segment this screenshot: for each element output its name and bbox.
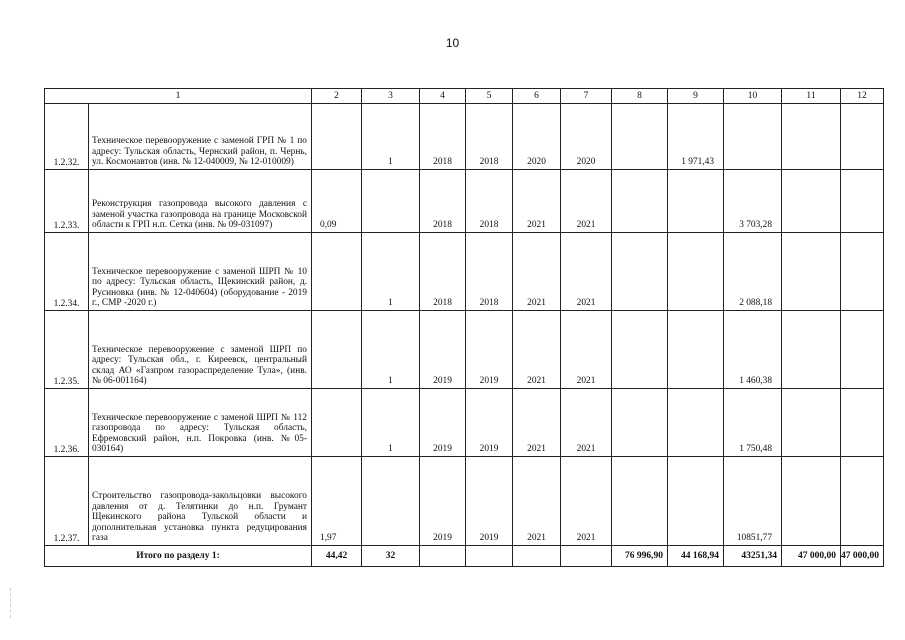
cell-value-11 bbox=[782, 311, 841, 389]
cell-value-12 bbox=[841, 170, 884, 233]
total-value-8: 76 996,90 bbox=[612, 546, 668, 567]
cell-value-9 bbox=[668, 233, 724, 311]
cell-year-end: 2021 bbox=[561, 389, 612, 457]
row-description: Строительство газопровода-закольцовки высокого давления от д. Телятинки до н.п. Грумант Щекинского района Тульской области и дополнительная установка пункта редуцирования газа bbox=[89, 457, 312, 546]
cell-year-end: 2021 bbox=[561, 170, 612, 233]
row-description: Реконструкция газопровода высокого давления с заменой участка газопровода на границе Московской области к ГРП н.п. Сетка (инв. № 09-031097) bbox=[89, 170, 312, 233]
column-header: 7 bbox=[561, 89, 612, 104]
cell-value-8 bbox=[612, 104, 668, 170]
cell-count: 1 bbox=[362, 311, 420, 389]
page-number: 10 bbox=[445, 36, 460, 50]
cell-year-build: 2021 bbox=[513, 233, 561, 311]
cell-value-11 bbox=[782, 170, 841, 233]
row-description: Техническое перевооружение с заменой ШРП по адресу: Тульская обл., г. Киреевск, центральный склад АО «Газпром газораспределение Тула», (инв. № 06-001164) bbox=[89, 311, 312, 389]
cell-value-10: 3 703,28 bbox=[724, 170, 782, 233]
cell-value-8 bbox=[612, 457, 668, 546]
cell-length: 0,09 bbox=[312, 170, 362, 233]
cell-year-end: 2021 bbox=[561, 311, 612, 389]
cell-year-start: 2019 bbox=[420, 389, 466, 457]
cell-count bbox=[362, 170, 420, 233]
cell-year-end: 2021 bbox=[561, 233, 612, 311]
cell-year-start: 2019 bbox=[420, 457, 466, 546]
cell-length bbox=[312, 233, 362, 311]
column-header: 3 bbox=[362, 89, 420, 104]
cell-length bbox=[312, 311, 362, 389]
total-value-12: 47 000,00 bbox=[841, 546, 884, 567]
cell-length bbox=[312, 104, 362, 170]
cell-year-build: 2021 bbox=[513, 170, 561, 233]
total-cell-5 bbox=[466, 546, 513, 567]
cell-year-build: 2021 bbox=[513, 457, 561, 546]
cell-value-9 bbox=[668, 170, 724, 233]
column-header: 4 bbox=[420, 89, 466, 104]
column-header: 6 bbox=[513, 89, 561, 104]
cell-year-build: 2021 bbox=[513, 389, 561, 457]
column-header: 9 bbox=[668, 89, 724, 104]
row-number: 1.2.33. bbox=[45, 170, 89, 233]
cell-length bbox=[312, 389, 362, 457]
cell-value-10: 10851,77 bbox=[724, 457, 782, 546]
total-row bbox=[45, 546, 884, 567]
column-header: 11 bbox=[782, 89, 841, 104]
cell-year-design: 2019 bbox=[466, 457, 513, 546]
row-description: Техническое перевооружение с заменой ГРП № 1 по адресу: Тульская область, Чернский район, п. Чернь, ул. Космонавтов (инв. № 12-040009, № 12-010009) bbox=[89, 104, 312, 170]
cell-value-12 bbox=[841, 389, 884, 457]
row-number: 1.2.32. bbox=[45, 104, 89, 170]
cell-value-10: 2 088,18 bbox=[724, 233, 782, 311]
cell-year-start: 2018 bbox=[420, 233, 466, 311]
cell-count: 1 bbox=[362, 233, 420, 311]
cell-value-10: 1 750,48 bbox=[724, 389, 782, 457]
cell-year-design: 2018 bbox=[466, 170, 513, 233]
column-number-row bbox=[45, 89, 884, 104]
table-row bbox=[45, 311, 884, 389]
cell-value-10: 1 460,38 bbox=[724, 311, 782, 389]
investment-table bbox=[44, 88, 884, 567]
row-number: 1.2.34. bbox=[45, 233, 89, 311]
row-description: Техническое перевооружение с заменой ШРП № 112 газопровода по адресу: Тульская область, Ефремовский район, н.п. Покровка (инв. №05-030164) bbox=[89, 389, 312, 457]
cell-value-12 bbox=[841, 233, 884, 311]
total-length: 44,42 bbox=[312, 546, 362, 567]
table-row bbox=[45, 457, 884, 546]
cell-value-9 bbox=[668, 311, 724, 389]
cell-value-10 bbox=[724, 104, 782, 170]
cell-year-design: 2018 bbox=[466, 233, 513, 311]
cell-count: 1 bbox=[362, 104, 420, 170]
column-header: 10 bbox=[724, 89, 782, 104]
cell-year-end: 2021 bbox=[561, 457, 612, 546]
total-value-11: 47 000,00 bbox=[782, 546, 841, 567]
column-header: 1 bbox=[45, 89, 312, 104]
cell-year-design: 2019 bbox=[466, 389, 513, 457]
cell-value-12 bbox=[841, 457, 884, 546]
cell-year-build: 2020 bbox=[513, 104, 561, 170]
total-cell-4 bbox=[420, 546, 466, 567]
cell-value-12 bbox=[841, 104, 884, 170]
row-number: 1.2.35. bbox=[45, 311, 89, 389]
cell-value-11 bbox=[782, 104, 841, 170]
margin-mark bbox=[10, 588, 13, 618]
total-cell-7 bbox=[561, 546, 612, 567]
cell-value-8 bbox=[612, 311, 668, 389]
table-row bbox=[45, 104, 884, 170]
table-row bbox=[45, 233, 884, 311]
total-label: Итого по разделу 1: bbox=[45, 546, 312, 567]
column-header: 2 bbox=[312, 89, 362, 104]
cell-year-design: 2018 bbox=[466, 104, 513, 170]
total-value-10: 43251,34 bbox=[724, 546, 782, 567]
cell-value-9 bbox=[668, 457, 724, 546]
column-header: 12 bbox=[841, 89, 884, 104]
table-row bbox=[45, 389, 884, 457]
cell-count: 1 bbox=[362, 389, 420, 457]
cell-value-8 bbox=[612, 233, 668, 311]
row-number: 1.2.36. bbox=[45, 389, 89, 457]
cell-value-9 bbox=[668, 389, 724, 457]
cell-value-11 bbox=[782, 457, 841, 546]
cell-length: 1,97 bbox=[312, 457, 362, 546]
cell-value-12 bbox=[841, 311, 884, 389]
cell-year-build: 2021 bbox=[513, 311, 561, 389]
table-row bbox=[45, 170, 884, 233]
cell-value-11 bbox=[782, 233, 841, 311]
cell-value-9: 1 971,43 bbox=[668, 104, 724, 170]
cell-value-8 bbox=[612, 170, 668, 233]
cell-year-start: 2018 bbox=[420, 170, 466, 233]
cell-year-design: 2019 bbox=[466, 311, 513, 389]
cell-value-11 bbox=[782, 389, 841, 457]
cell-year-start: 2018 bbox=[420, 104, 466, 170]
cell-year-end: 2020 bbox=[561, 104, 612, 170]
row-number: 1.2.37. bbox=[45, 457, 89, 546]
total-cell-6 bbox=[513, 546, 561, 567]
column-header: 5 bbox=[466, 89, 513, 104]
row-description: Техническое перевооружение с заменой ШРП № 10 по адресу: Тульская область, Щекинский район, д. Русиновка (инв. № 12-040604) (оборудование - 2019 г., СМР -2020 г.) bbox=[89, 233, 312, 311]
total-count: 32 bbox=[362, 546, 420, 567]
cell-count bbox=[362, 457, 420, 546]
total-value-9: 44 168,94 bbox=[668, 546, 724, 567]
column-header: 8 bbox=[612, 89, 668, 104]
cell-value-8 bbox=[612, 389, 668, 457]
cell-year-start: 2019 bbox=[420, 311, 466, 389]
